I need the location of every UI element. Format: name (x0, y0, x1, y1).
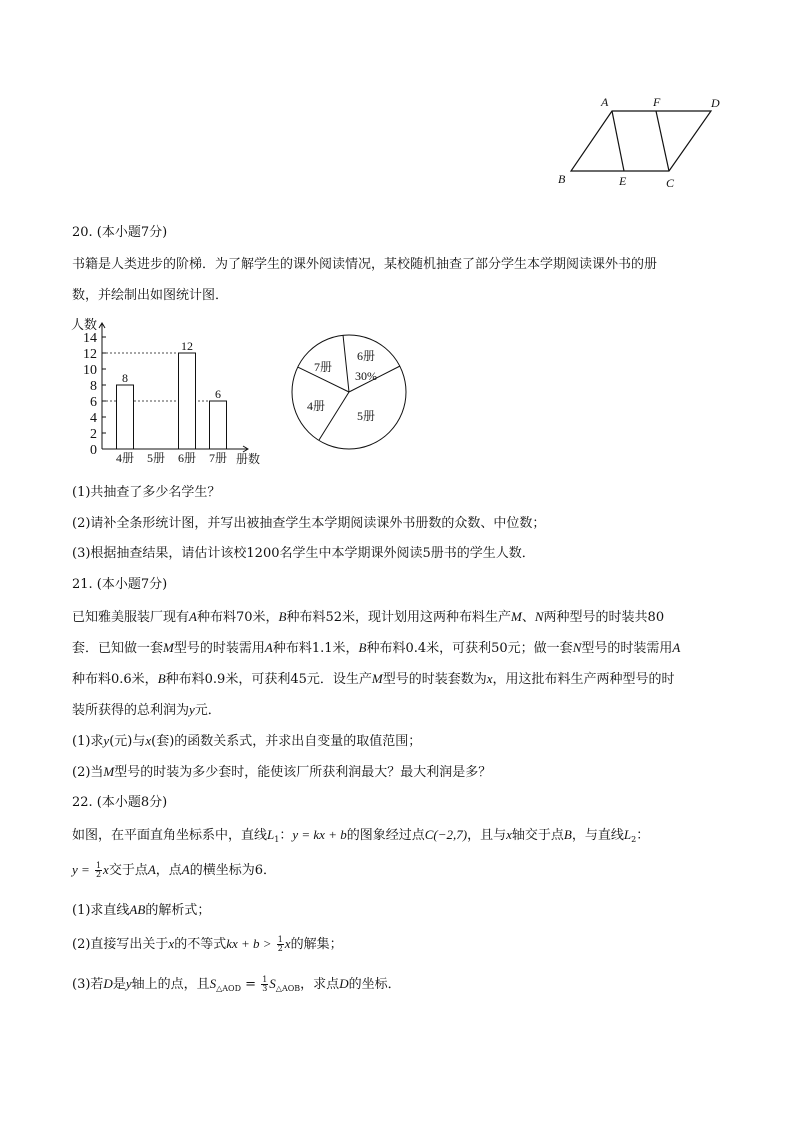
q20-part1: (1)共抽查了多少名学生？ (72, 485, 221, 500)
point-label-e: E (619, 174, 627, 188)
pie-slice-label: 6册 (356, 349, 376, 363)
bar (210, 401, 227, 449)
segment-ae (612, 111, 624, 171)
q21-line2: 套．已知做一套M型号的时装需用A种布料1.1米，B种布料0.4米，可获利50元；做一套N型号的时装需用A (72, 640, 681, 656)
pie-slice-label: 5册 (356, 409, 376, 423)
point-label-b: B (558, 172, 566, 186)
pie-slice-percent: 30% (355, 369, 377, 383)
bar-value-label: 12 (181, 339, 193, 353)
bar-value-label: 6 (215, 387, 221, 401)
q20-part3: (3)根据抽查结果，请估计该校1200名学生中本学期课外阅读5册书的学生人数． (72, 546, 535, 561)
x-axis-label: 册数 (236, 452, 261, 465)
y-tick-label: 14 (83, 331, 97, 346)
x-category-label: 4册 (115, 451, 135, 465)
q20-stem-line1: 书籍是人类进步的阶梯．为了解学生的课外阅读情况，某校随机抽查了部分学生本学期阅读课外书的册 (72, 257, 658, 272)
bar-chart (66, 315, 286, 465)
segment-fc (656, 111, 669, 171)
pie-slice-label: 4册 (306, 399, 326, 413)
q20-part2: (2)请补全条形统计图，并写出被抽查学生本学期阅读课外书册数的众数、中位数； (72, 516, 546, 531)
pie-slice-label: 7册 (313, 360, 333, 374)
q22-line2: y = $\frac{1}{2}$ x交于点A，点A的横坐标为6． (72, 861, 277, 879)
q21-part1: (1)求y(元)与x(套)的函数关系式，并求出自变量的取值范围； (72, 733, 422, 749)
q22-line1: 如图，在平面直角坐标系中，直线$L_1$：y = kx + b的图象经过点C(−2,7)，且与x轴交于点B，与直线$L_2$： (72, 827, 650, 844)
q21-header: 21. (本小题7分) (72, 577, 168, 592)
q21-part2: (2)当M型号的时装为多少套时，能使该厂所获利润最大？最大利润是多？ (72, 764, 492, 780)
q20-header: 20. (本小题7分) (72, 225, 168, 240)
q21-line1: 已知雅美服装厂现有A种布料70米，B种布料52米，现计划用这两种布料生产M、N两种型号的时装共80 (72, 609, 665, 625)
bar (179, 353, 196, 449)
y-tick-label: 8 (90, 379, 97, 394)
x-category-label: 6册 (177, 451, 197, 465)
y-tick-label: 10 (83, 363, 97, 378)
point-label-f: F (653, 95, 661, 109)
q22-part2: (2)直接写出关于x的不等式kx + b > $\frac{1}{2}$ x的解集； (72, 935, 343, 953)
x-category-label: 5册 (146, 451, 166, 465)
point-label-d: D (711, 96, 720, 110)
y-tick-label: 4 (90, 411, 97, 426)
pie-chart (286, 330, 416, 460)
bar (117, 385, 134, 449)
point-label-a: A (601, 95, 609, 109)
point-label-c: C (666, 176, 675, 190)
x-category-label: 7册 (208, 451, 228, 465)
fraction-one-half-2: $\frac{1}{2}$ (277, 935, 283, 953)
y-tick-label: 2 (90, 427, 97, 442)
pie-slice-divider (343, 335, 349, 392)
fraction-one-half: $\frac{1}{2}$ (95, 861, 102, 879)
bar-value-label: 8 (122, 371, 128, 385)
q21-line3: 种布料0.6米，B种布料0.9米，可获利45元．设生产M型号的时装套数为x，用这批布料生产两种型号的时 (72, 671, 675, 687)
q21-line4: 装所获得的总利润为y元． (72, 702, 221, 718)
q22-part3: (3)若D是y轴上的点，且$S_{\triangle AOD}$ = $\frac{1}{3}$ $S_{\triangle AOB}$，求点D的坐标． (72, 975, 401, 993)
q22-part1: (1)求直线AB的解析式； (72, 902, 211, 918)
q22-header: 22. (本小题8分) (72, 795, 168, 810)
parallelogram-outline (571, 111, 711, 171)
y-axis-label: 人数 (71, 317, 98, 332)
fraction-one-third: $\frac{1}{3}$ (262, 975, 268, 993)
y-tick-label: 12 (83, 347, 97, 362)
q20-stem-line2: 数，并绘制出如图统计图． (72, 288, 229, 303)
y-tick-label: 6 (90, 395, 97, 410)
y-tick-label: 0 (90, 443, 97, 458)
